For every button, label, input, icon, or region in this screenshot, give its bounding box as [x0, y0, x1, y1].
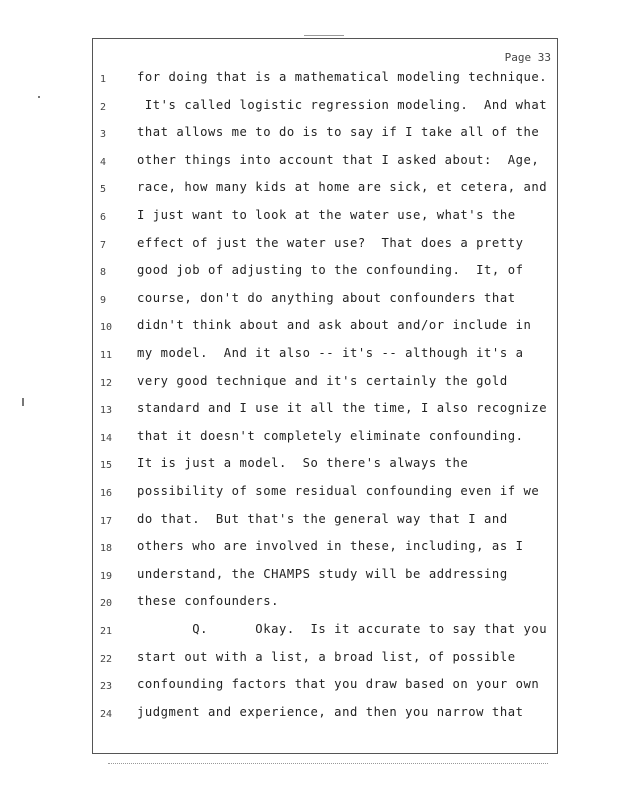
transcript-line: [0, 318, 618, 338]
transcript-line: [0, 153, 618, 173]
line-number: 21: [100, 626, 113, 637]
line-number: 18: [100, 543, 113, 555]
scan-bottom-noise: [108, 757, 548, 764]
transcript-line: [0, 125, 618, 145]
line-text: effect of just the water use? That does a pretty: [137, 235, 524, 250]
transcript-line: [0, 208, 618, 228]
transcript-line: [0, 180, 618, 200]
page-number: Page 33: [504, 51, 551, 64]
transcript-line: [0, 291, 618, 311]
line-number: 22: [100, 653, 113, 665]
transcript-line: [0, 98, 618, 118]
line-text: confounding factors that you draw based on your own: [137, 677, 540, 692]
transcript-line: [0, 429, 618, 449]
line-text: didn't think about and ask about and/or include in: [137, 318, 532, 333]
line-text: It is just a model. So there's always the: [137, 456, 469, 471]
line-number: 17: [100, 515, 113, 527]
transcript-line: [0, 594, 618, 614]
transcript-line: [0, 374, 618, 394]
line-text: for doing that is a mathematical modeling technique.: [137, 70, 548, 84]
line-number: 23: [100, 681, 113, 693]
line-text: It's called logistic regression modeling. And what: [137, 97, 548, 112]
line-number: 14: [100, 432, 113, 444]
line-text: that allows me to do is to say if I take all of the: [137, 125, 540, 140]
line-number: 8: [100, 267, 107, 279]
line-text: understand, the CHAMPS study will be addressing: [137, 566, 508, 581]
transcript-line: [0, 622, 618, 642]
line-number: 1: [100, 74, 107, 85]
line-number: 3: [100, 129, 107, 141]
line-text: others who are involved in these, including, as I: [137, 539, 524, 554]
transcript-line: [0, 512, 618, 532]
line-number: 4: [100, 156, 107, 168]
line-number: 20: [100, 598, 113, 610]
line-number: 15: [100, 460, 113, 472]
line-text: my model. And it also -- it's -- although it's a: [137, 346, 524, 360]
line-number: 7: [100, 239, 107, 251]
transcript-line: [0, 677, 618, 697]
line-text: race, how many kids at home are sick, et cetera, and: [137, 180, 548, 195]
line-text: that it doesn't completely eliminate confounding.: [137, 428, 524, 443]
line-number: 13: [100, 405, 113, 417]
line-number: 9: [100, 294, 107, 306]
line-number: 6: [100, 212, 107, 223]
line-number: 19: [100, 570, 113, 582]
line-text: start out with a list, a broad list, of possible: [137, 649, 516, 664]
line-text: good job of adjusting to the confounding. It, of: [137, 263, 524, 278]
transcript-line: [0, 401, 618, 421]
scan-speck: [304, 35, 344, 36]
line-text: do that. But that's the general way that I and: [137, 511, 508, 526]
line-number: 12: [100, 377, 113, 389]
scan-speck: [22, 398, 24, 406]
line-number: 11: [100, 350, 113, 361]
transcript-line: [0, 346, 618, 366]
transcript-line: [0, 70, 618, 90]
transcript-line: [0, 705, 618, 725]
line-text: I just want to look at the water use, what's the: [137, 208, 516, 222]
line-text: possibility of some residual confounding even if we: [137, 484, 540, 498]
line-text: very good technique and it's certainly the gold: [137, 373, 508, 388]
line-text: other things into account that I asked about: Age,: [137, 152, 540, 167]
line-text: Q. Okay. Is it accurate to say that you: [137, 622, 548, 636]
line-number: 10: [100, 322, 113, 334]
line-number: 16: [100, 488, 113, 499]
transcript-line: [0, 650, 618, 670]
transcript-line: [0, 456, 618, 476]
transcript-line: [0, 236, 618, 256]
transcript-line: [0, 539, 618, 559]
scan-speck: [38, 96, 40, 98]
transcript-line: [0, 484, 618, 504]
line-number: 5: [100, 184, 107, 196]
line-text: course, don't do anything about confounders that: [137, 290, 516, 305]
transcript-line: [0, 263, 618, 283]
line-number: 24: [100, 708, 113, 720]
line-text: judgment and experience, and then you narrow that: [137, 704, 524, 719]
line-text: standard and I use it all the time, I also recognize: [137, 401, 548, 416]
line-text: these confounders.: [137, 594, 279, 609]
transcript-page-frame: [92, 38, 558, 754]
transcript-line: [0, 567, 618, 587]
line-number: 2: [100, 101, 107, 113]
